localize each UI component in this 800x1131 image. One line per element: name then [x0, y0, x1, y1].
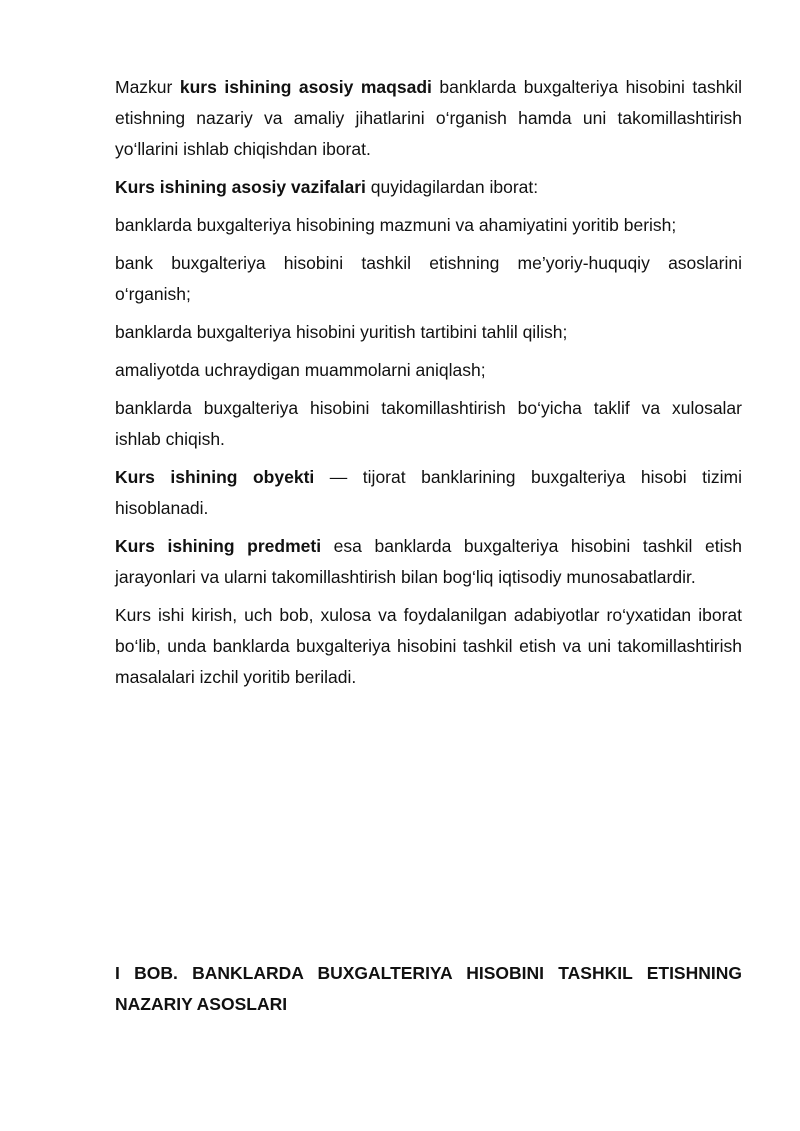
bold-term-object: Kurs ishining obyekti	[115, 467, 315, 487]
task-item: amaliyotda uchraydigan muammolarni aniqlash;	[115, 360, 486, 380]
paragraph-text: quyidagilardan iborat:	[365, 177, 539, 197]
paragraph-structure: Kurs ishi kirish, uch bob, xulosa va foydalanilgan adabiyotlar ro‘yxatidan iborat bo‘lib, unda banklarda buxgalteriya hisobini tashkil etish va uni takomillashtirish masalalari izchil yoritib beriladi.	[115, 605, 742, 687]
bold-term-main-goal: kurs ishining asosiy maqsadi	[179, 77, 432, 97]
bold-term-subject: Kurs ishining predmeti	[115, 536, 322, 556]
task-item: banklarda buxgalteriya hisobining mazmuni va ahamiyatini yoritib berish;	[115, 215, 677, 235]
task-item: bank buxgalteriya hisobini tashkil etishning me’yoriy-huquqiy asoslarini o‘rganish;	[115, 253, 742, 304]
chapter-heading: I BOB. BANKLARDA BUXGALTERIYA HISOBINI TASHKIL ETISHNING NAZARIY ASOSLARI	[115, 963, 742, 1014]
task-item: banklarda buxgalteriya hisobini takomillashtirish bo‘yicha taklif va xulosalar ishlab chiqish.	[115, 398, 742, 449]
paragraph-main-goal	[115, 72, 742, 165]
paragraph-text: esa banklarda buxgalteriya hisobini tashkil etish jarayonlari va ularni takomillashtirish bilan bog‘liq iqtisodiy munosabatlardir.	[115, 536, 743, 587]
paragraph-tasks-intro	[115, 172, 742, 203]
paragraph-subject	[115, 531, 742, 593]
document-body	[115, 72, 742, 700]
paragraph-text: — tijorat banklarining buxgalteriya hisobi tizimi hisoblanadi.	[115, 467, 742, 518]
bold-term-tasks: Kurs ishining asosiy vazifalari	[115, 177, 366, 197]
paragraph-text: banklarda buxgalteriya hisobini tashkil etishning nazariy va amaliy jihatlarini o‘rganish hamda uni takomillashtirish yo‘llarini ishlab chiqishdan iborat.	[115, 77, 743, 159]
paragraph-text: Mazkur	[115, 77, 180, 97]
paragraph-object	[115, 462, 742, 524]
task-item: banklarda buxgalteriya hisobini yuritish tartibini tahlil qilish;	[115, 322, 568, 342]
